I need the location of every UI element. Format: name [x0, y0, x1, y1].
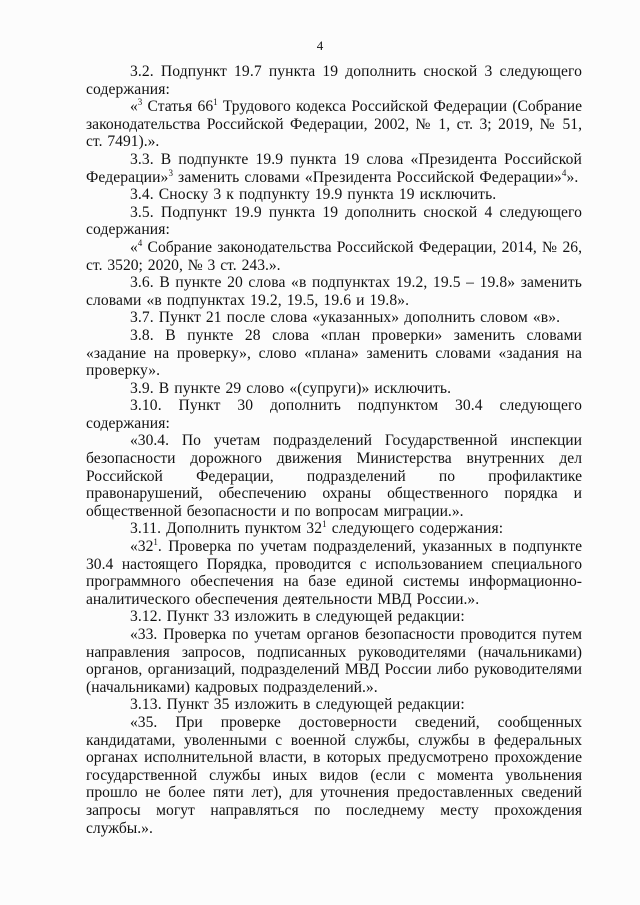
- footnote-mark: 1: [153, 536, 158, 547]
- paragraph-33: «33. Проверка по учетам органов безопасности проводится путем направления запросов, подписанных руководителями (начальниками) органов, организаций, подразделений МВД России либо руководителями (начальниками) кадровых подразделений.».: [86, 626, 582, 696]
- paragraph-3-7: 3.7. Пункт 21 после слова «указанных» дополнить словом «в».: [130, 309, 561, 327]
- paragraph-30-4: «30.4. По учетам подразделений Государственной инспекции безопасности дорожного движения Министерства внутренних дел Российской Федерации, подразделений по профилактике правонарушений, обеспечению охраны общественного порядка и общественной безопасности и по вопросам миграции.».: [86, 432, 582, 520]
- paragraph-3-3: 3.3. В подпункте 19.9 пункта 19 слова «Президента Российской Федерации»$^3$ заменить словами «Президента Российской Федерации»$^4$».: [86, 150, 582, 186]
- paragraph-3-12: 3.12. Пункт 33 изложить в следующей редакции:: [130, 608, 465, 626]
- footnote-mark: 3: [137, 97, 143, 107]
- paragraph-3-5: 3.5. Подпункт 19.9 пункта 19 дополнить сноской 4 следующего содержания:: [86, 203, 582, 239]
- page-number: 4: [316, 38, 324, 53]
- footnote-mark: 1: [213, 97, 218, 107]
- footnote-3-text: «$^3$ Статья $66^1$ Трудового кодекса Российской Федерации (Собрание законодательства Российской Федерации, 2002, № 1, ст. 3; 2019, № 51, ст. 7491).».: [86, 97, 582, 151]
- footnote-mark: 1: [322, 519, 327, 530]
- footnote-4-text: «$^4$ Собрание законодательства Российской Федерации, 2014, № 26, ст. 3520; 2020, № 3 ст. 243.».: [86, 237, 582, 274]
- paragraph-3-11: 3.11. Дополнить пунктом $32^1$ следующего содержания:: [130, 519, 504, 538]
- footnote-mark: 3: [168, 167, 174, 178]
- paragraph-3-8: 3.8. В пункте 28 слова «план проверки» заменить словами «задание на проверку», слово «плана» заменить словами «задания на проверку».: [86, 326, 582, 380]
- document-body: [86, 63, 582, 837]
- paragraph-3-4: 3.4. Сноску 3 к подпункту 19.9 пункта 19 исключить.: [130, 186, 497, 204]
- paragraph-3-10: 3.10. Пункт 30 дополнить подпунктом 30.4 следующего содержания:: [86, 397, 582, 432]
- footnote-mark: 4: [137, 237, 143, 248]
- paragraph-35: «35. При проверке достоверности сведений, сообщенных кандидатами, уволенными с военной службы, службы в федеральных органах исполнительной власти, в которых предусмотрено прохождение государственной службы иных видов (если с момента увольнения прошло не более пяти лет), для уточнения предоставленных сведений запросы могут направляться по последнему месту прохождения службы.».: [86, 713, 582, 837]
- paragraph-32-1: «$32^1$. Проверка по учетам подразделений, указанных в подпункте 30.4 настоящего Порядка, проводится с использованием специального программного обеспечения на базе единой системы информационно-аналитического обеспечения деятельности МВД России.».: [86, 536, 582, 608]
- paragraph-3-2: 3.2. Подпункт 19.7 пункта 19 дополнить сноской 3 следующего содержания:: [86, 63, 582, 98]
- paragraph-3-13: 3.13. Пункт 35 изложить в следующей редакции:: [130, 696, 465, 714]
- footnote-mark: 4: [561, 167, 567, 178]
- paragraph-3-6: 3.6. В пункте 20 слова «в подпунктах 19.2, 19.5 – 19.8» заменить словами «в подпунктах 19.2, 19.5, 19.6 и 19.8».: [86, 274, 582, 309]
- paragraph-3-9: 3.9. В пункте 29 слово «(супруги)» исключить.: [130, 379, 452, 397]
